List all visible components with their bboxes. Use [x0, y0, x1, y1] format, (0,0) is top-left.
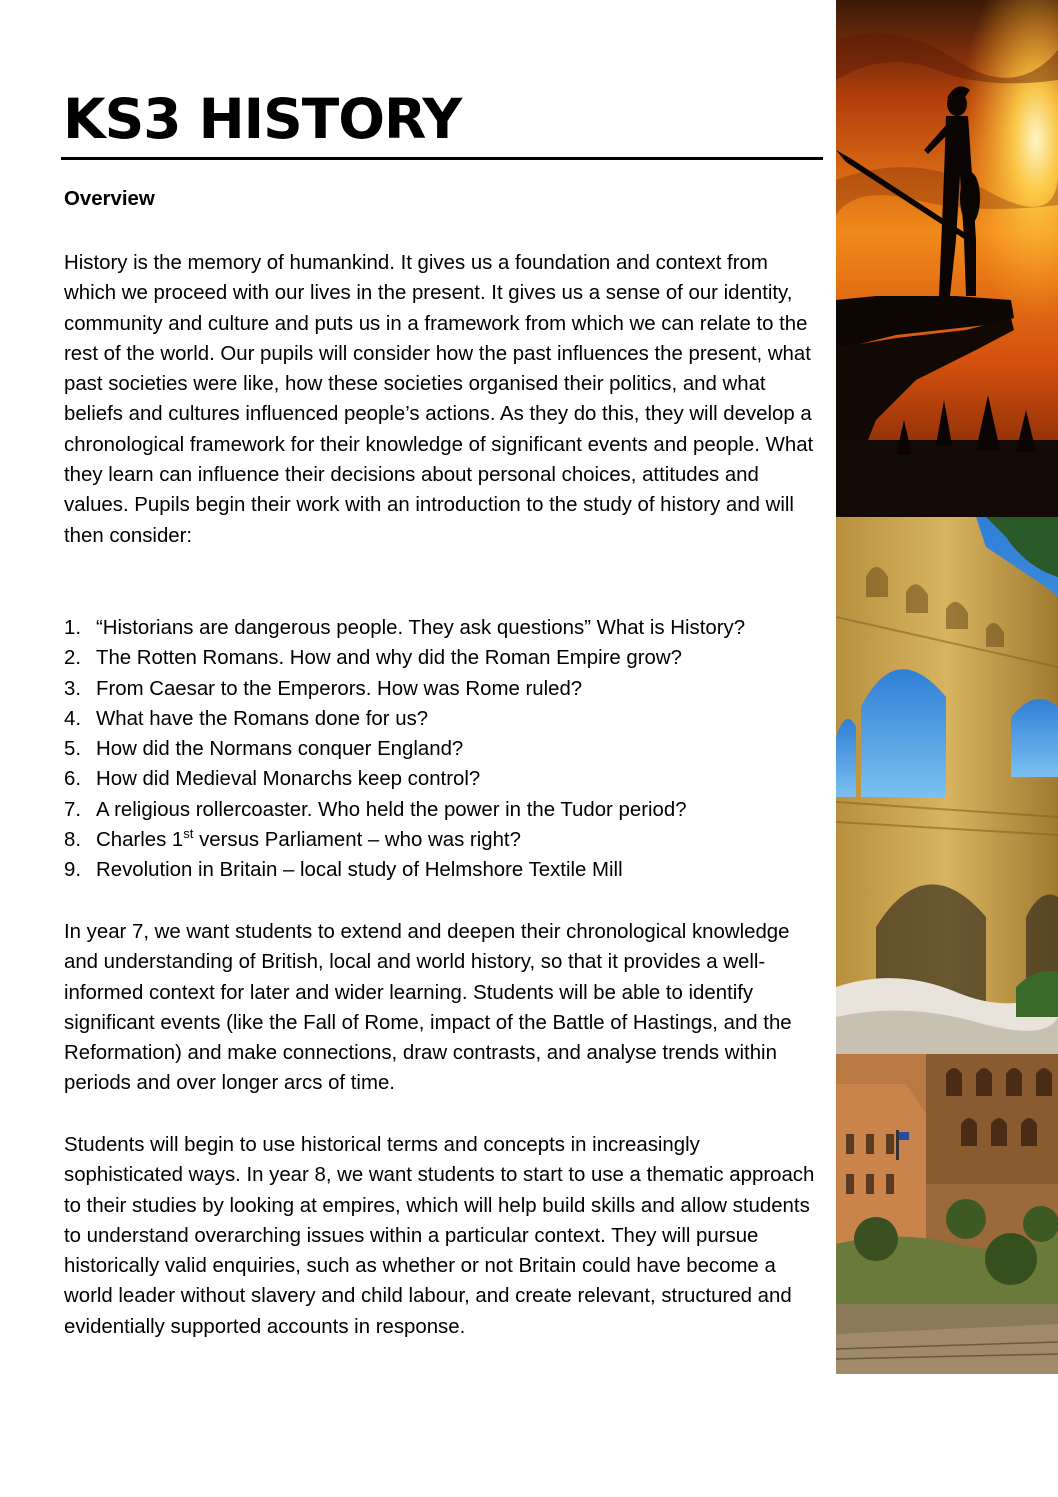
side-image-strip — [836, 0, 1058, 1374]
aqueduct-image — [836, 517, 1058, 1054]
topic-list — [64, 613, 824, 886]
list-item: 9. Revolution in Britain – local study of Helmshore Textile Mill — [64, 859, 623, 882]
list-item: 5. How did the Normans conquer England? — [64, 738, 464, 761]
year8-paragraph: Students will begin to use historical terms and concepts in increasingly sophisticated ways. In year 8, we want students to start to use a thematic approach to their studies by looking at empires, which will help build skills and allow students to understand overarching issues within a particular context. They will pursue historically valid enquiries, such as whether or not Britain could have become a world leader without slavery and child labour, and create relevant, structured and evidentially supported accounts in response. — [64, 1134, 815, 1338]
list-item: 7. A religious rollercoaster. Who held the power in the Tudor period? — [64, 798, 687, 821]
list-item: 4. What have the Romans done for us? — [64, 707, 429, 730]
list-item: 2. The Rotten Romans. How and why did the Roman Empire grow? — [64, 647, 682, 670]
list-item: 6. How did Medieval Monarchs keep control? — [64, 768, 481, 791]
overview-heading: Overview — [64, 188, 155, 210]
title-divider — [61, 157, 823, 160]
page-title: KS3 HISTORY — [63, 87, 462, 151]
list-item: 1. “Historians are dangerous people. They ask questions” What is History? — [64, 617, 746, 639]
list-item: 3. From Caesar to the Emperors. How was Rome ruled? — [64, 677, 583, 700]
list-item: 8. Charles 1st versus Parliament – who was right? — [64, 826, 521, 852]
year7-paragraph: In year 7, we want students to extend and deepen their chronological knowledge and understanding of British, local and world history, so that it provides a well-informed context for later and wider learning. Students will be able to identify significant events (like the Fall of Rome, impact of the Battle of Hastings, and the Reformation) and make connections, draw contrasts, and analyse trends within periods and over longer arcs of time. — [64, 921, 792, 1095]
warrior-sunset-image — [836, 0, 1058, 517]
colosseum-image — [836, 1054, 1058, 1374]
intro-paragraph: History is the memory of humankind. It gives us a foundation and context from which we proceed with our lives in the present. It gives us a sense of our identity, community and culture and puts us in a framework from which we can relate to the rest of the world. Our pupils will consider how the past influences the present, what past societies were like, how these societies organised their politics, and what beliefs and cultures influenced people’s actions. As they do this, they will develop a chronological framework for their knowledge of significant events and people. What they learn can influence their decisions about personal choices, attitudes and values. Pupils begin their work with an introduction to the study of history and will then consider: — [64, 252, 814, 547]
